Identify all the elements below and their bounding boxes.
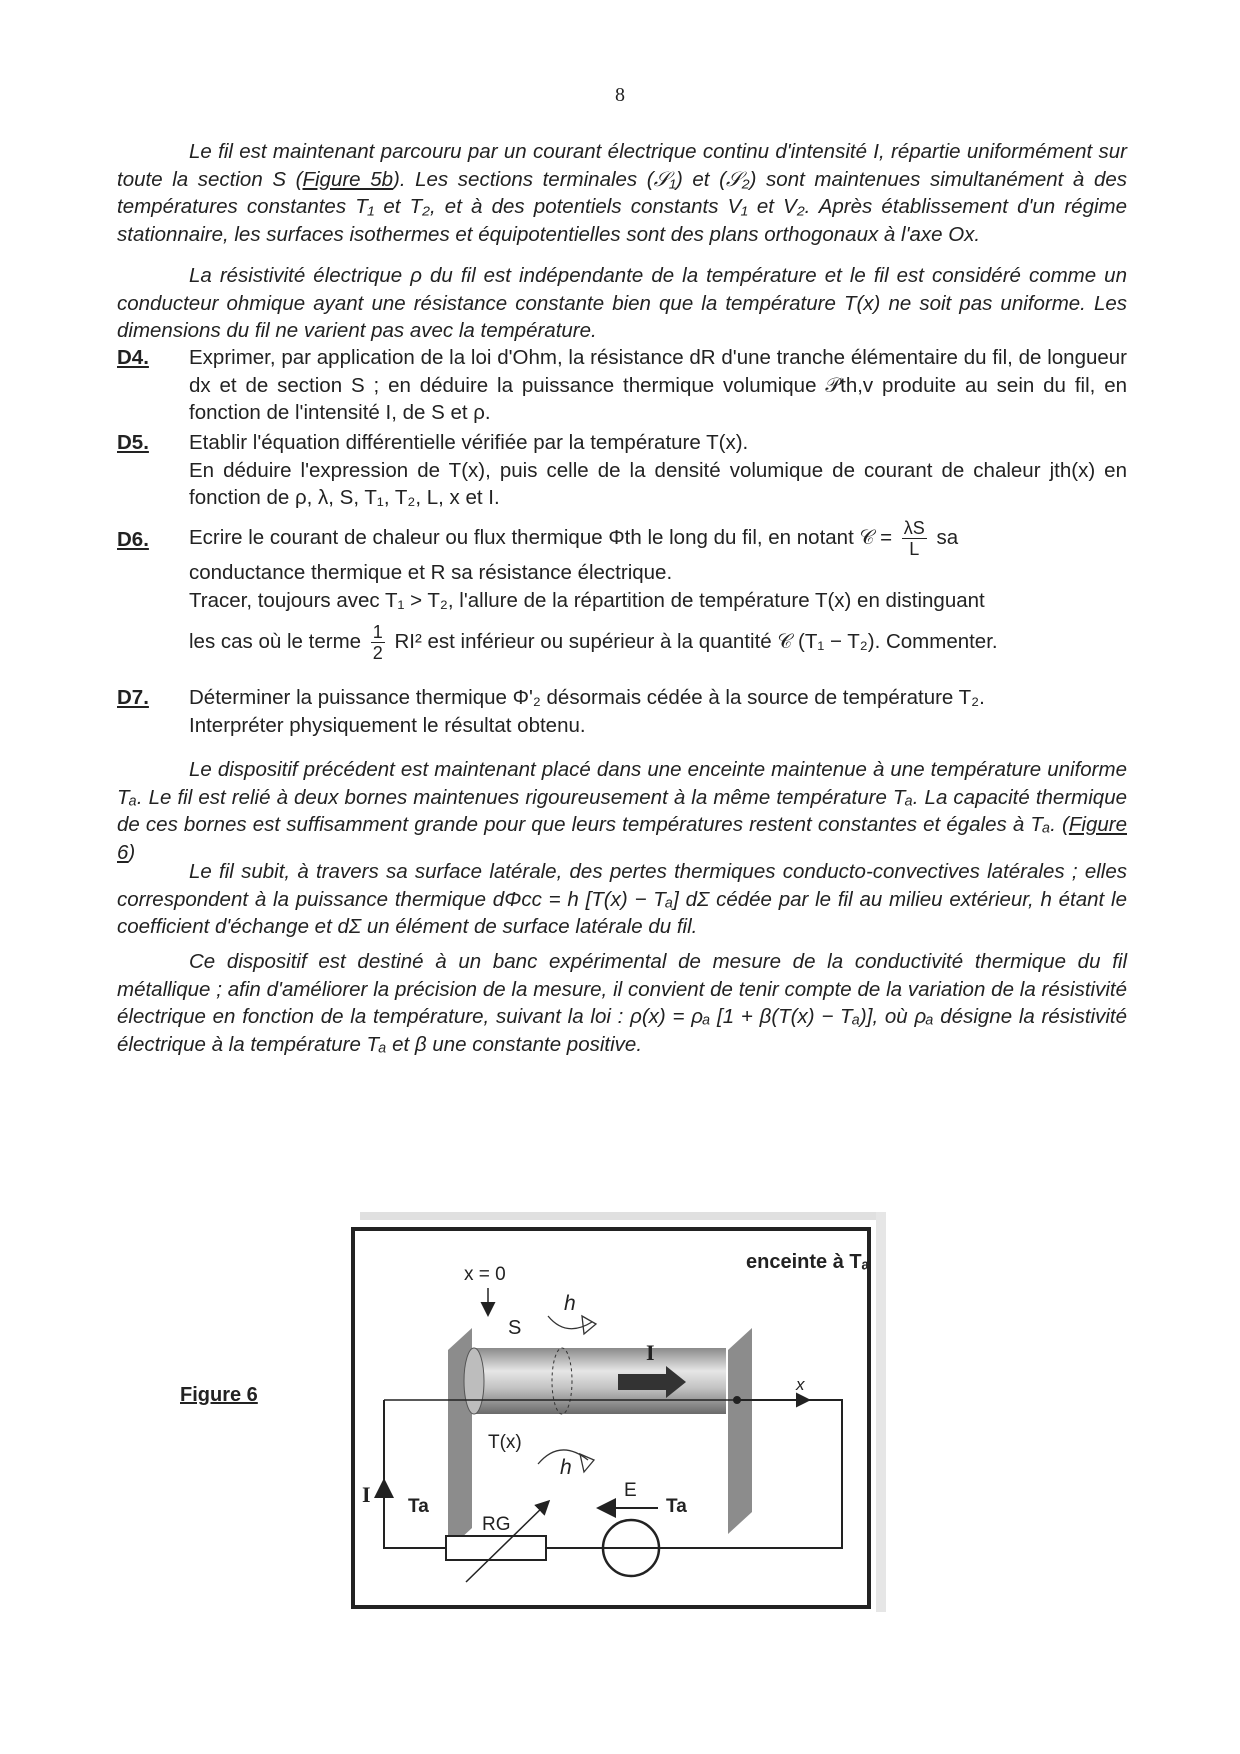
enclosure-label: enceinte à Tₐ — [746, 1251, 870, 1273]
question-text: Exprimer, par application de la loi d'Ohm, la résistance dR d'une tranche élémentaire du fil, de longueur dx et de section S ; en déduire la puissance thermique volumique 𝒫th,v produite au sein du fil, en fonction de l'intensité I, de S et ρ. — [189, 346, 1127, 424]
question-d6: D6. Ecrire le courant de chaleur ou flux thermique Φth le long du fil, en notant 𝒞 = $\frac{\lambda S}{L}$ sa conductance thermique et R sa résistance électrique. Tracer, toujours avec T₁ > T₂, l'allure de la répartition de température T(x) en distinguant les cas où le terme $\frac{1}{2}$ RI² est inférieur ou supérieur à la quantité 𝒞 (T₁ − T₂). Commenter. — [117, 518, 1127, 663]
figure-6-diagram — [348, 1212, 888, 1612]
question-d5 — [117, 429, 1127, 512]
section2-paragraph-3: Ce dispositif est destiné à un banc expérimental de mesure de la conductivité thermique du fil métallique ; afin d'améliorer la précision de la mesure, il convient de tenir compte de la variation de la résistivité électrique en fonction de la température, suivant la loi : ρ(x) = ρₐ [1 + β(T(x) − Tₐ)], où ρₐ désigne la résistivité électrique à la température Tₐ et β une constante positive. — [117, 950, 1127, 1056]
question-label: D6. — [117, 528, 149, 551]
question-text: Tracer, toujours avec T₁ > T₂, l'allure de la répartition de température T(x) en distinguant — [189, 588, 985, 612]
question-text: Etablir l'équation différentielle vérifiée par la température T(x). — [189, 431, 749, 454]
question-text: Interpréter physiquement le résultat obtenu. — [189, 713, 586, 737]
scan-shade-right — [876, 1212, 886, 1612]
right-terminal — [728, 1328, 752, 1534]
loop-current-label: I — [362, 1482, 371, 1507]
rheostat-resistor — [446, 1536, 546, 1560]
figure-caption: Figure 6 — [180, 1384, 258, 1406]
question-label: D5. — [117, 431, 149, 454]
tx-label: T(x) — [488, 1432, 522, 1453]
question-d4 — [117, 344, 1127, 427]
half-fraction: $\frac{1}{2}$ — [372, 622, 383, 663]
s-label: S — [508, 1317, 522, 1339]
question-label: D4. — [117, 346, 149, 369]
wire-cylinder — [474, 1348, 726, 1414]
question-label: D7. — [117, 686, 149, 709]
page-number: 8 — [615, 84, 625, 106]
conductance-fraction: $\frac{\lambda S}{L}$ — [903, 518, 925, 559]
section2-paragraph-1: Le dispositif précédent est maintenant placé dans une enceinte maintenue à une température uniforme Tₐ. Le fil est relié à deux bornes maintenues rigoureusement à la même température Tₐ. La capacité thermique de ces bornes est suffisamment grande pour que leurs températures restent constantes et égales à Tₐ. (Figure 6) — [117, 758, 1127, 864]
intro-paragraph-1: Le fil est maintenant parcouru par un courant électrique continu d'intensité I, répartie uniformément sur toute la section S (Figure 5b). Les sections terminales (𝒮₁) et (𝒮₂) sont maintenues simultanément à des températures constantes T₁ et T₂, et à des potentiels constants V₁ et V₂. Après établissement d'un régime stationnaire, les surfaces isothermes et équipotentielles sont des plans orthogonaux à l'axe Ox. — [117, 140, 1127, 246]
ta-right-label: Ta — [666, 1496, 687, 1517]
question-d7 — [117, 684, 1127, 739]
x0-label: x = 0 — [464, 1264, 506, 1285]
e-label: E — [624, 1480, 637, 1501]
wire-end — [464, 1348, 484, 1414]
question-text: conductance thermique et R sa résistance électrique. — [189, 561, 673, 584]
h-label-bottom: h — [560, 1456, 572, 1479]
x-axis-label: x — [796, 1375, 805, 1394]
h-label-top: h — [564, 1292, 576, 1315]
scan-shade-top — [360, 1212, 880, 1220]
intro-paragraph-2: La résistivité électrique ρ du fil est indépendante de la température et le fil est considéré comme un conducteur ohmique ayant une résistance constante bien que la température T(x) ne soit pas uniforme. Les dimensions du fil ne varient pas avec la température. — [117, 264, 1127, 342]
figure-5b-reference: Figure 5b — [302, 167, 393, 191]
question-text: En déduire l'expression de T(x), puis celle de la densité volumique de courant de chaleur jth(x) en fonction de ρ, λ, S, T₁, T₂, L, x et I. — [189, 458, 1127, 509]
figure-6-reference: Figure 6 — [117, 813, 1127, 864]
question-text: Déterminer la puissance thermique Φ'₂ désormais cédée à la source de température T₂. — [189, 686, 985, 709]
section2-paragraph-2: Le fil subit, à travers sa surface latérale, des pertes thermiques conducto-convectives latérales ; elles correspondent à la puissance thermique dΦcc = h [T(x) − Tₐ] dΣ cédée par le fil au milieu extérieur, h étant le coefficient d'échange et dΣ un élément de surface latérale du fil. — [117, 860, 1127, 938]
current-label: I — [646, 1340, 655, 1365]
rg-label: RG — [482, 1514, 511, 1535]
ta-left-label: Ta — [408, 1496, 429, 1517]
